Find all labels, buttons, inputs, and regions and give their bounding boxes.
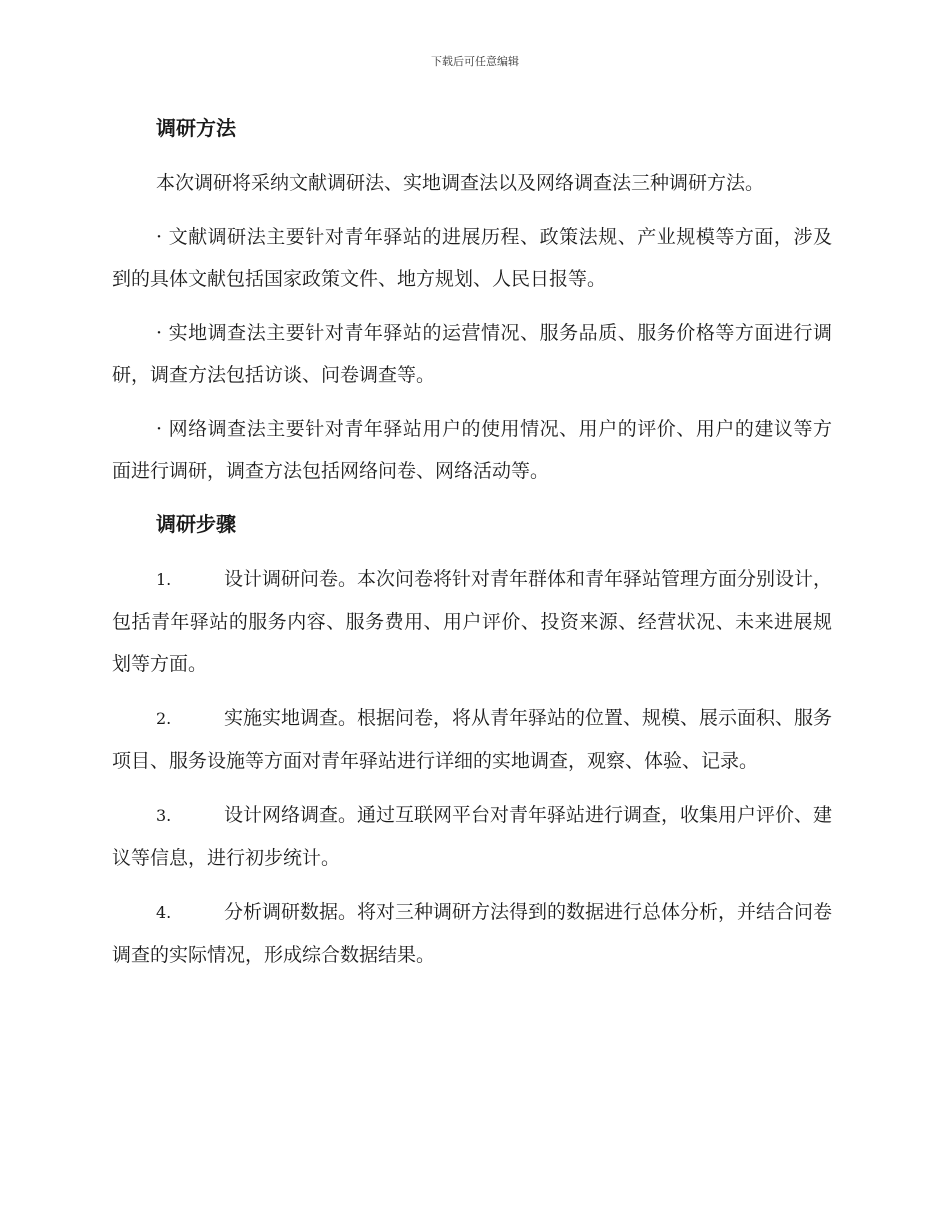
step-text: 设计调研问卷。本次问卷将针对青年群体和青年驿站管理方面分别设计，包括青年驿站的服务内容、服务费用、用户评价、投资来源、经营状况、未来进展规划等方面。 — [112, 568, 833, 675]
page-header: 下载后可任意编辑 — [431, 55, 519, 68]
methods-bullet-literature: · 文献调研法主要针对青年驿站的进展历程、政策法规、产业规模等方面，涉及到的具体文献包括国家政策文件、地方规划、人民日报等。 — [112, 226, 832, 290]
step-item — [112, 794, 832, 879]
step-item — [112, 558, 832, 685]
methods-bullet-field: · 实地调查法主要针对青年驿站的运营情况、服务品质、服务价格等方面进行调研，调查方法包括访谈、问卷调查等。 — [112, 322, 832, 386]
section-heading-methods: 调研方法 — [156, 116, 236, 140]
section-heading-steps: 调研步骤 — [156, 512, 236, 536]
step-text: 分析调研数据。将对三种调研方法得到的数据进行总体分析，并结合问卷调查的实际情况，形成综合数据结果。 — [112, 901, 833, 966]
step-item — [112, 697, 832, 782]
step-number: 4. — [156, 903, 172, 922]
step-item — [112, 891, 832, 976]
methods-intro-paragraph: 本次调研将采纳文献调研法、实地调查法以及网络调查法三种调研方法。 — [156, 172, 765, 194]
step-number: 1. — [156, 570, 172, 589]
step-number: 3. — [156, 806, 172, 825]
step-text: 设计网络调查。通过互联网平台对青年驿站进行调查，收集用户评价、建议等信息，进行初步统计。 — [112, 804, 833, 869]
step-text: 实施实地调查。根据问卷，将从青年驿站的位置、规模、展示面积、服务项目、服务设施等方面对青年驿站进行详细的实地调查，观察、体验、记录。 — [112, 707, 833, 772]
methods-bullet-online: · 网络调查法主要针对青年驿站用户的使用情况、用户的评价、用户的建议等方面进行调研，调查方法包括网络问卷、网络活动等。 — [112, 418, 832, 482]
step-number: 2. — [156, 709, 172, 728]
document-body — [112, 108, 832, 988]
